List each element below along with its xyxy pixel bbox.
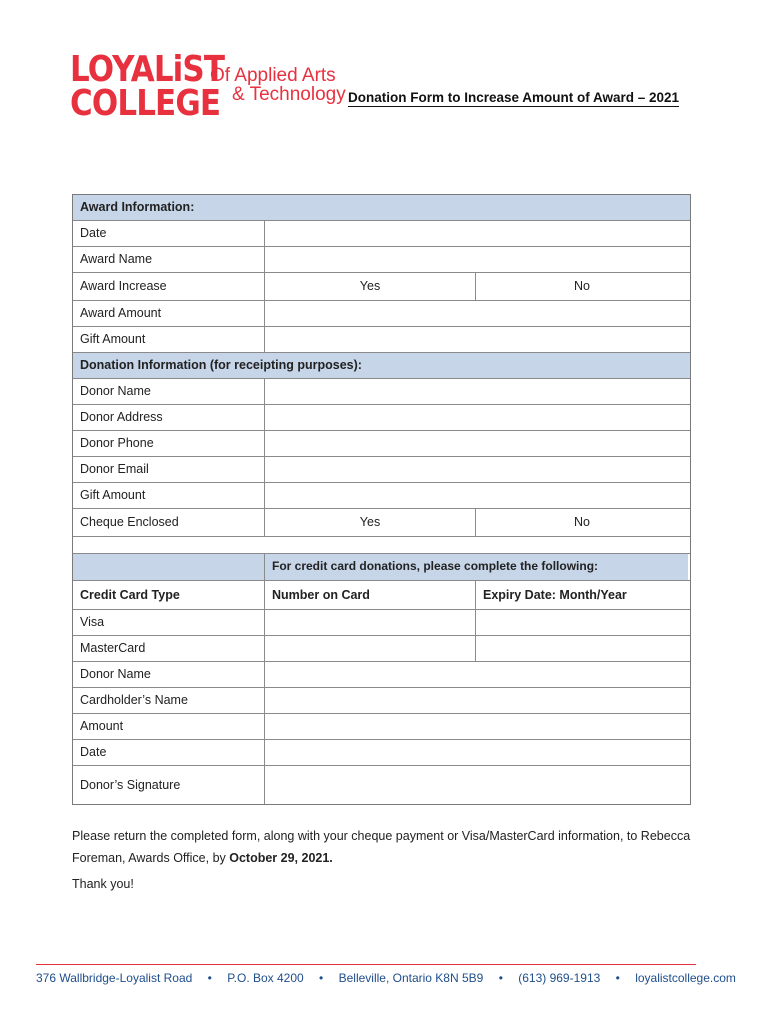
college-logo — [70, 49, 360, 124]
form-row-mastercard — [73, 636, 690, 662]
form-row-donor-name — [73, 379, 690, 405]
donation-section-label: Donation Information (for receipting purposes): — [80, 358, 362, 372]
field-donor-address[interactable] — [265, 405, 688, 430]
form-row-donor-phone — [73, 431, 690, 457]
label-cc-donor-name: Donor Name — [73, 662, 265, 687]
form-row-award-amount — [73, 301, 690, 327]
field-cc-date[interactable] — [265, 740, 688, 765]
field-amount[interactable] — [265, 714, 688, 739]
footer-divider — [36, 964, 696, 965]
credit-card-heading: For credit card donations, please complete the following: — [265, 554, 688, 580]
form-row-award-name — [73, 247, 690, 273]
col-expiry-date: Expiry Date: Month/Year — [483, 588, 627, 602]
field-date[interactable] — [265, 221, 688, 246]
footer-city: Belleville, Ontario K8N 5B9 — [338, 971, 484, 985]
label-cc-date: Date — [73, 740, 265, 765]
label-donor-name: Donor Name — [73, 379, 265, 404]
field-award-amount[interactable] — [265, 301, 688, 326]
return-instructions-text: Please return the completed form, along with your cheque payment or Visa/MasterCard information, to Rebecca Foreman, Awards Office, by — [72, 829, 691, 865]
donation-form-table — [72, 194, 691, 805]
label-award-amount: Award Amount — [73, 301, 265, 326]
donation-section-header — [73, 353, 690, 379]
footer-separator-2: • — [319, 971, 324, 985]
label-donor-email: Donor Email — [73, 457, 265, 482]
footer-contact — [36, 971, 736, 985]
field-donor-email[interactable] — [265, 457, 688, 482]
form-row-donor-address — [73, 405, 690, 431]
field-award-name[interactable] — [265, 247, 688, 272]
footer-separator-4: • — [615, 971, 620, 985]
form-row-date — [73, 221, 690, 247]
option-cheque-no[interactable]: No — [574, 515, 590, 529]
label-cheque-enclosed: Cheque Enclosed — [73, 509, 265, 536]
form-row-award-increase — [73, 273, 690, 301]
label-cardholder-name: Cardholder’s Name — [73, 688, 265, 713]
form-row-donor-email — [73, 457, 690, 483]
label-donor-phone: Donor Phone — [73, 431, 265, 456]
return-instructions — [72, 825, 702, 869]
field-donation-gift-amount[interactable] — [265, 483, 688, 508]
label-donation-gift-amount: Gift Amount — [73, 483, 265, 508]
form-row-signature — [73, 766, 690, 804]
field-visa-expiry[interactable] — [476, 610, 688, 635]
form-row-gift-amount — [73, 327, 690, 353]
form-row-donation-gift-amount — [73, 483, 690, 509]
option-award-increase-yes[interactable]: Yes — [265, 273, 476, 300]
form-row-cheque-enclosed — [73, 509, 690, 537]
label-mastercard: MasterCard — [73, 636, 265, 661]
spacer-cell — [73, 537, 690, 553]
footer-separator-3: • — [498, 971, 503, 985]
logo-line-2: COLLEGE — [70, 83, 221, 124]
form-row-visa — [73, 610, 690, 636]
return-deadline: October 29, 2021. — [229, 851, 333, 865]
field-donor-phone[interactable] — [265, 431, 688, 456]
form-row-cc-date — [73, 740, 690, 766]
field-gift-amount[interactable] — [265, 327, 688, 352]
footer-po-box: P.O. Box 4200 — [227, 971, 304, 985]
award-section-header — [73, 195, 690, 221]
label-signature: Donor’s Signature — [73, 766, 265, 804]
col-number-on-card: Number on Card — [265, 581, 476, 609]
award-section-label: Award Information: — [80, 200, 195, 214]
thank-you-text: Thank you! — [72, 877, 134, 891]
credit-card-columns-row — [73, 581, 690, 610]
logo-tagline-2: & Technology — [232, 84, 346, 105]
field-cc-donor-name[interactable] — [265, 662, 688, 687]
col-credit-card-type: Credit Card Type — [73, 581, 265, 609]
footer-separator-1: • — [207, 971, 212, 985]
form-row-cc-donor-name — [73, 662, 690, 688]
footer-phone: (613) 969-1913 — [518, 971, 601, 985]
field-visa-number[interactable] — [265, 610, 476, 635]
spacer-row — [73, 537, 690, 554]
label-award-increase: Award Increase — [73, 273, 265, 300]
label-amount: Amount — [73, 714, 265, 739]
label-award-name: Award Name — [73, 247, 265, 272]
logo-line-1: LOYALiST — [70, 49, 225, 90]
credit-card-header-row — [73, 554, 690, 581]
logo-tagline-1: Of Applied Arts — [210, 65, 336, 86]
label-donor-address: Donor Address — [73, 405, 265, 430]
field-mastercard-number[interactable] — [265, 636, 476, 661]
form-row-cardholder-name — [73, 688, 690, 714]
form-row-amount — [73, 714, 690, 740]
credit-card-header-blank — [73, 554, 265, 580]
document-title: Donation Form to Increase Amount of Award – 2021 — [348, 90, 680, 105]
field-cardholder-name[interactable] — [265, 688, 688, 713]
field-mastercard-expiry[interactable] — [476, 636, 688, 661]
field-signature[interactable] — [265, 766, 688, 804]
option-cheque-yes[interactable]: Yes — [265, 509, 476, 536]
label-gift-amount: Gift Amount — [73, 327, 265, 352]
field-donor-name[interactable] — [265, 379, 688, 404]
label-visa: Visa — [73, 610, 265, 635]
label-date: Date — [73, 221, 265, 246]
footer-address: 376 Wallbridge-Loyalist Road — [36, 971, 193, 985]
option-award-increase-no[interactable]: No — [574, 279, 590, 293]
footer-website-link[interactable]: loyalistcollege.com — [635, 971, 736, 985]
